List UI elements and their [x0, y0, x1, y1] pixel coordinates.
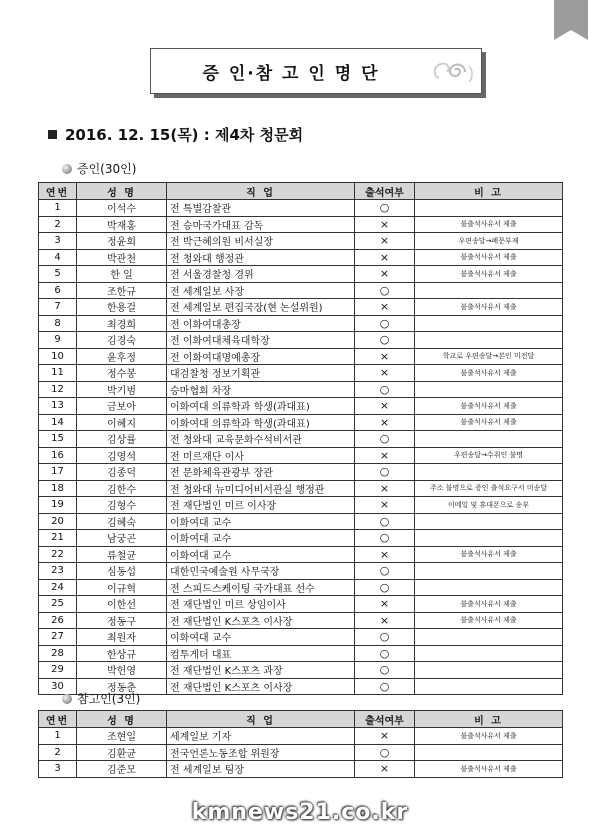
- table-header-row: [39, 711, 563, 728]
- note-cell: 불출석사유서 제출: [415, 414, 563, 431]
- column-header-note: 비 고: [415, 711, 563, 728]
- name-cell: 정동구: [77, 612, 167, 629]
- attendance-cell: ×: [355, 348, 415, 365]
- name-cell: 이규혁: [77, 579, 167, 596]
- round-bullet-icon: [62, 164, 72, 174]
- row-number-cell: 29: [39, 662, 77, 679]
- note-cell: 학교로 우편송달→본인 미전달: [415, 348, 563, 365]
- attendance-cell: ×: [355, 233, 415, 250]
- job-cell: 전 이화여대총장: [167, 315, 355, 332]
- job-cell: 전 재단법인 K스포츠 과장: [167, 662, 355, 679]
- job-cell: 전 이화여대체육대학장: [167, 332, 355, 349]
- row-number-cell: 4: [39, 249, 77, 266]
- attendance-cell: ○: [355, 579, 415, 596]
- round-bullet-icon: [62, 694, 72, 704]
- attendance-cell: ×: [355, 398, 415, 415]
- name-cell: 심동섭: [77, 563, 167, 580]
- job-cell: 전 특별감찰관: [167, 200, 355, 217]
- row-number-cell: 27: [39, 629, 77, 646]
- note-cell: 불출석사유서 제출: [415, 216, 563, 233]
- reference-table: [38, 710, 563, 778]
- column-header-no: 연번: [39, 183, 77, 200]
- note-cell: [415, 629, 563, 646]
- attendance-cell: ×: [355, 216, 415, 233]
- note-cell: 불출석사유서 제출: [415, 596, 563, 613]
- table-row: [39, 645, 563, 662]
- column-header-attendance: 출석여부: [355, 711, 415, 728]
- name-cell: 박재홍: [77, 216, 167, 233]
- row-number-cell: 30: [39, 678, 77, 695]
- name-cell: 김경숙: [77, 332, 167, 349]
- attendance-cell: ×: [355, 761, 415, 778]
- witness-group-label: 증인(30인): [77, 162, 137, 176]
- table-row: [39, 480, 563, 497]
- attendance-cell: ×: [355, 497, 415, 514]
- name-cell: 김혜숙: [77, 513, 167, 530]
- note-cell: [415, 744, 563, 761]
- name-cell: 김종덕: [77, 464, 167, 481]
- note-cell: 이메일 및 휴대폰으로 송부: [415, 497, 563, 514]
- name-cell: 이한선: [77, 596, 167, 613]
- job-cell: 전 재단법인 미르 상임이사: [167, 596, 355, 613]
- name-cell: 류철균: [77, 546, 167, 563]
- table-row: [39, 249, 563, 266]
- row-number-cell: 5: [39, 266, 77, 283]
- attendance-cell: ○: [355, 744, 415, 761]
- name-cell: 한 일: [77, 266, 167, 283]
- table-row: [39, 612, 563, 629]
- note-cell: 불출석사유서 제출: [415, 365, 563, 382]
- witness-table: [38, 182, 563, 695]
- name-cell: 박기범: [77, 381, 167, 398]
- row-number-cell: 3: [39, 761, 77, 778]
- job-cell: 컴투게더 대표: [167, 645, 355, 662]
- job-cell: 전 세계일보 팀장: [167, 761, 355, 778]
- table-row: [39, 744, 563, 761]
- table-row: [39, 546, 563, 563]
- job-cell: 이화여대 의류학과 학생(과대표): [167, 398, 355, 415]
- watermark: kmnews21.co.kr: [191, 800, 409, 825]
- attendance-cell: ○: [355, 513, 415, 530]
- job-cell: 전 서울경찰청 경위: [167, 266, 355, 283]
- note-cell: [415, 513, 563, 530]
- name-cell: 최경희: [77, 315, 167, 332]
- row-number-cell: 22: [39, 546, 77, 563]
- attendance-cell: ○: [355, 381, 415, 398]
- table-row: [39, 596, 563, 613]
- title-box: [150, 48, 482, 94]
- name-cell: 조한규: [77, 282, 167, 299]
- name-cell: 김형수: [77, 497, 167, 514]
- note-cell: [415, 464, 563, 481]
- note-cell: 불출석사유서 제출: [415, 612, 563, 629]
- table-row: [39, 513, 563, 530]
- attendance-cell: ×: [355, 299, 415, 316]
- table-row: [39, 629, 563, 646]
- table-row: [39, 447, 563, 464]
- name-cell: 한용걸: [77, 299, 167, 316]
- job-cell: 전 재단법인 미르 이사장: [167, 497, 355, 514]
- note-cell: 불출석사유서 제출: [415, 728, 563, 745]
- job-cell: 전 세계일보 사장: [167, 282, 355, 299]
- name-cell: 정수봉: [77, 365, 167, 382]
- job-cell: 전국언론노동조합 위원장: [167, 744, 355, 761]
- column-header-job: 직 업: [167, 183, 355, 200]
- square-bullet-icon: [48, 130, 57, 139]
- job-cell: 전 이화여대명예총장: [167, 348, 355, 365]
- name-cell: 조현일: [77, 728, 167, 745]
- name-cell: 박관천: [77, 249, 167, 266]
- note-cell: [415, 200, 563, 217]
- attendance-cell: ×: [355, 447, 415, 464]
- note-cell: [415, 579, 563, 596]
- table-row: [39, 348, 563, 365]
- note-cell: 불출석사유서 제출: [415, 546, 563, 563]
- job-cell: 전 재단법인 K스포츠 이사장: [167, 678, 355, 695]
- reference-group-label: 참고인(3인): [77, 692, 141, 706]
- name-cell: 윤후정: [77, 348, 167, 365]
- row-number-cell: 12: [39, 381, 77, 398]
- attendance-cell: ×: [355, 612, 415, 629]
- table-row: [39, 414, 563, 431]
- job-cell: 승마협회 차장: [167, 381, 355, 398]
- note-cell: [415, 381, 563, 398]
- job-cell: 이화여대 교수: [167, 513, 355, 530]
- job-cell: 전 미르재단 이사: [167, 447, 355, 464]
- table-row: [39, 315, 563, 332]
- row-number-cell: 17: [39, 464, 77, 481]
- row-number-cell: 3: [39, 233, 77, 250]
- row-number-cell: 7: [39, 299, 77, 316]
- row-number-cell: 11: [39, 365, 77, 382]
- column-header-note: 비 고: [415, 183, 563, 200]
- attendance-cell: ○: [355, 332, 415, 349]
- note-cell: 우편송달→수취인 불명: [415, 447, 563, 464]
- job-cell: 이화여대 의류학과 학생(과대표): [167, 414, 355, 431]
- name-cell: 정윤회: [77, 233, 167, 250]
- table-row: [39, 662, 563, 679]
- row-number-cell: 1: [39, 200, 77, 217]
- hearing-date-heading: [48, 124, 303, 145]
- attendance-cell: ×: [355, 414, 415, 431]
- note-cell: 불출석사유서 제출: [415, 761, 563, 778]
- document-title: 증 인·참 고 인 명 단: [202, 64, 380, 84]
- note-cell: 주소 불명으로 증인 출석요구서 미송달: [415, 480, 563, 497]
- note-cell: [415, 530, 563, 547]
- job-cell: 전 박근혜의원 비서실장: [167, 233, 355, 250]
- attendance-cell: ○: [355, 315, 415, 332]
- swirl-ornament-icon: [425, 52, 477, 90]
- row-number-cell: 6: [39, 282, 77, 299]
- row-number-cell: 1: [39, 728, 77, 745]
- attendance-cell: ○: [355, 464, 415, 481]
- note-cell: 불출석사유서 제출: [415, 249, 563, 266]
- row-number-cell: 25: [39, 596, 77, 613]
- row-number-cell: 13: [39, 398, 77, 415]
- job-cell: 세계일보 기자: [167, 728, 355, 745]
- name-cell: 김상률: [77, 431, 167, 448]
- job-cell: 이화여대 교수: [167, 629, 355, 646]
- row-number-cell: 2: [39, 744, 77, 761]
- table-row: [39, 233, 563, 250]
- table-row: [39, 579, 563, 596]
- job-cell: 전 세계일보 편집국장(현 논설위원): [167, 299, 355, 316]
- table-row: [39, 299, 563, 316]
- name-cell: 김준모: [77, 761, 167, 778]
- column-header-no: 연번: [39, 711, 77, 728]
- row-number-cell: 8: [39, 315, 77, 332]
- name-cell: 김한수: [77, 480, 167, 497]
- row-number-cell: 18: [39, 480, 77, 497]
- table-row: [39, 431, 563, 448]
- note-cell: [415, 645, 563, 662]
- attendance-cell: ×: [355, 365, 415, 382]
- attendance-cell: ×: [355, 546, 415, 563]
- note-cell: [415, 282, 563, 299]
- table-header-row: [39, 183, 563, 200]
- table-row: [39, 761, 563, 778]
- name-cell: 정동춘: [77, 678, 167, 695]
- job-cell: 대한민국예술원 사무국장: [167, 563, 355, 580]
- note-cell: 불출석사유서 제출: [415, 398, 563, 415]
- name-cell: 이석수: [77, 200, 167, 217]
- attendance-cell: ○: [355, 200, 415, 217]
- job-cell: 이화여대 교수: [167, 530, 355, 547]
- row-number-cell: 23: [39, 563, 77, 580]
- attendance-cell: ○: [355, 678, 415, 695]
- table-row: [39, 530, 563, 547]
- name-cell: 김영석: [77, 447, 167, 464]
- job-cell: 전 스피드스케이팅 국가대표 선수: [167, 579, 355, 596]
- column-header-job: 직 업: [167, 711, 355, 728]
- row-number-cell: 15: [39, 431, 77, 448]
- attendance-cell: ○: [355, 662, 415, 679]
- column-header-name: 성 명: [77, 711, 167, 728]
- attendance-cell: ×: [355, 480, 415, 497]
- name-cell: 한상규: [77, 645, 167, 662]
- table-row: [39, 365, 563, 382]
- name-cell: 남궁곤: [77, 530, 167, 547]
- job-cell: 이화여대 교수: [167, 546, 355, 563]
- row-number-cell: 21: [39, 530, 77, 547]
- note-cell: [415, 678, 563, 695]
- row-number-cell: 14: [39, 414, 77, 431]
- attendance-cell: ○: [355, 629, 415, 646]
- row-number-cell: 20: [39, 513, 77, 530]
- attendance-cell: ×: [355, 266, 415, 283]
- name-cell: 금보아: [77, 398, 167, 415]
- table-row: [39, 563, 563, 580]
- row-number-cell: 19: [39, 497, 77, 514]
- table-row: [39, 216, 563, 233]
- table-row: [39, 282, 563, 299]
- note-cell: [415, 563, 563, 580]
- attendance-cell: ×: [355, 596, 415, 613]
- hearing-date-text: 2016. 12. 15(목) : 제4차 청문회: [65, 126, 304, 144]
- attendance-cell: ○: [355, 530, 415, 547]
- table-row: [39, 398, 563, 415]
- job-cell: 전 청와대 뉴미디어비서관실 행정관: [167, 480, 355, 497]
- attendance-cell: ○: [355, 431, 415, 448]
- reference-group-heading: [62, 690, 140, 707]
- note-cell: [415, 662, 563, 679]
- table-row: [39, 381, 563, 398]
- row-number-cell: 10: [39, 348, 77, 365]
- table-row: [39, 332, 563, 349]
- row-number-cell: 16: [39, 447, 77, 464]
- bookmark-icon[interactable]: [554, 0, 588, 30]
- table-row: [39, 497, 563, 514]
- note-cell: [415, 315, 563, 332]
- attendance-cell: ○: [355, 645, 415, 662]
- column-header-attendance: 출석여부: [355, 183, 415, 200]
- table-row: [39, 728, 563, 745]
- name-cell: 박헌영: [77, 662, 167, 679]
- job-cell: 전 청와대 행정관: [167, 249, 355, 266]
- note-cell: [415, 332, 563, 349]
- job-cell: 전 재단법인 K스포츠 이사장: [167, 612, 355, 629]
- note-cell: 불출석사유서 제출: [415, 299, 563, 316]
- column-header-name: 성 명: [77, 183, 167, 200]
- name-cell: 최원자: [77, 629, 167, 646]
- job-cell: 전 청와대 교육문화수석비서관: [167, 431, 355, 448]
- row-number-cell: 24: [39, 579, 77, 596]
- job-cell: 전 문화체육관광부 장관: [167, 464, 355, 481]
- row-number-cell: 2: [39, 216, 77, 233]
- row-number-cell: 26: [39, 612, 77, 629]
- attendance-cell: ○: [355, 563, 415, 580]
- row-number-cell: 28: [39, 645, 77, 662]
- note-cell: 우편송달→폐문부재: [415, 233, 563, 250]
- note-cell: [415, 431, 563, 448]
- table-row: [39, 200, 563, 217]
- name-cell: 이혜지: [77, 414, 167, 431]
- table-row: [39, 464, 563, 481]
- attendance-cell: ×: [355, 728, 415, 745]
- job-cell: 전 승마국가대표 감독: [167, 216, 355, 233]
- witness-group-heading: [62, 160, 136, 177]
- name-cell: 김환균: [77, 744, 167, 761]
- attendance-cell: ×: [355, 249, 415, 266]
- job-cell: 대검찰청 정보기획관: [167, 365, 355, 382]
- table-row: [39, 266, 563, 283]
- note-cell: 불출석사유서 제출: [415, 266, 563, 283]
- attendance-cell: ○: [355, 282, 415, 299]
- row-number-cell: 9: [39, 332, 77, 349]
